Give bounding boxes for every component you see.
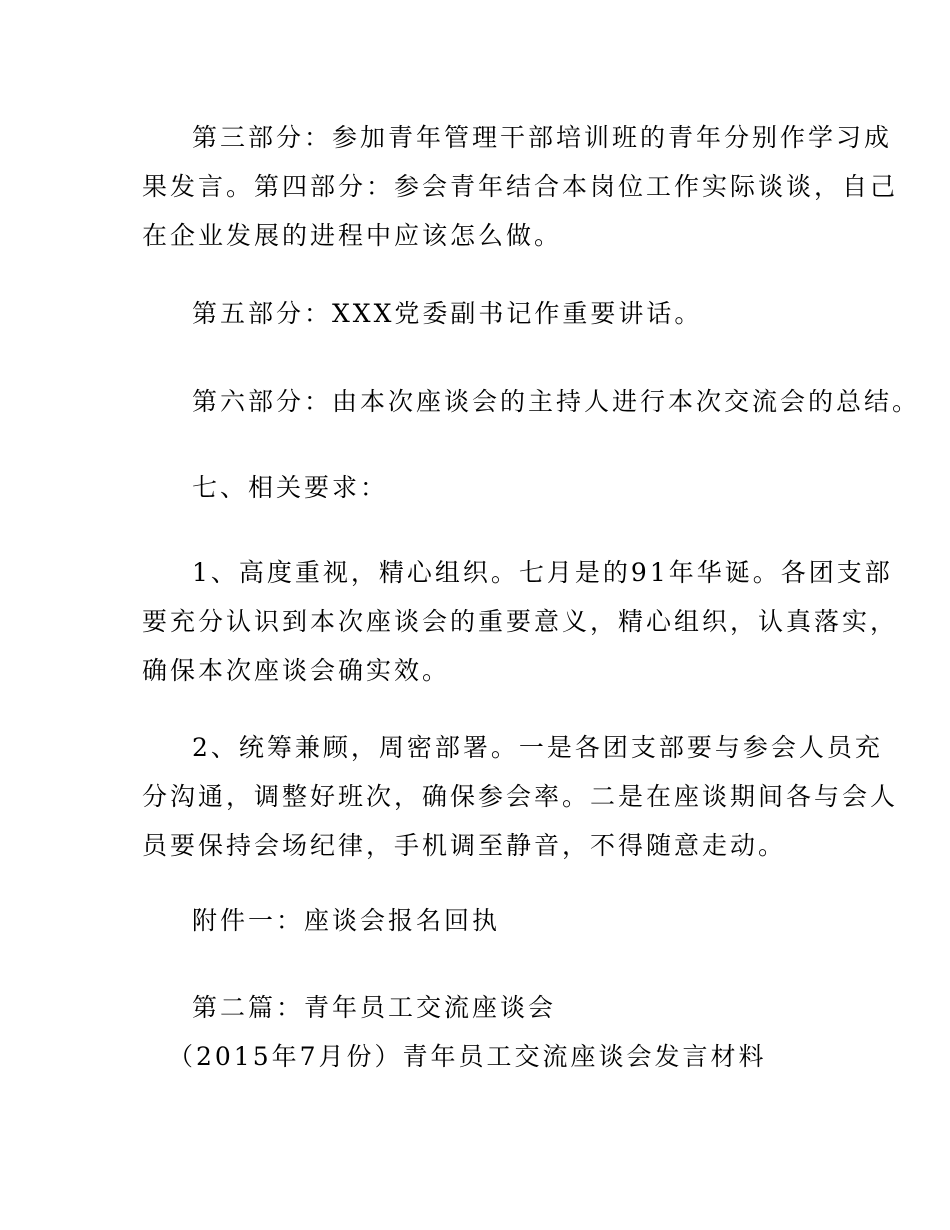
text-line: 确保本次座谈会确实效。 — [142, 656, 451, 685]
text-line: 果发言。第四部分：参会青年结合本岗位工作实际谈谈，自己 — [142, 172, 899, 201]
text-line: 1、高度重视，精心组织。七月是的91年华诞。各团支部 — [192, 558, 893, 587]
paragraph-part-three-four — [142, 113, 899, 260]
text-line: 要充分认识到本次座谈会的重要意义，精心组织，认真落实， — [142, 607, 899, 636]
text-line: 在企业发展的进程中应该怎么做。 — [142, 221, 563, 250]
text-line: 第六部分：由本次座谈会的主持人进行本次交流会的总结。 — [192, 387, 921, 416]
text-line: 七、相关要求： — [192, 473, 389, 502]
text-line: 2、统筹兼顾，周密部署。一是各团支部要与参会人员充 — [192, 733, 883, 762]
paragraph-part-five — [142, 289, 832, 338]
article-subtitle: （2015年7月份）青年员工交流座谈会发言材料 — [168, 1042, 767, 1071]
text-line: 附件一：座谈会报名回执 — [192, 906, 501, 935]
paragraph-second-article — [142, 983, 832, 1081]
text-line: 第五部分：XXX党委副书记作重要讲话。 — [192, 299, 703, 328]
paragraph-attachment-one — [142, 896, 832, 945]
paragraph-part-six — [142, 377, 921, 426]
paragraph-requirement-two — [142, 723, 899, 870]
text-line: 分沟通，调整好班次，确保参会率。二是在座谈期间各与会人 — [142, 782, 899, 811]
section-heading-seven — [142, 463, 832, 512]
paragraph-requirement-one — [142, 548, 899, 695]
text-line: 员要保持会场纪律，手机调至静音，不得随意走动。 — [142, 831, 787, 860]
article-title: 第二篇：青年员工交流座谈会 — [192, 993, 557, 1022]
text-line: 第三部分：参加青年管理干部培训班的青年分别作学习成 — [192, 123, 893, 152]
